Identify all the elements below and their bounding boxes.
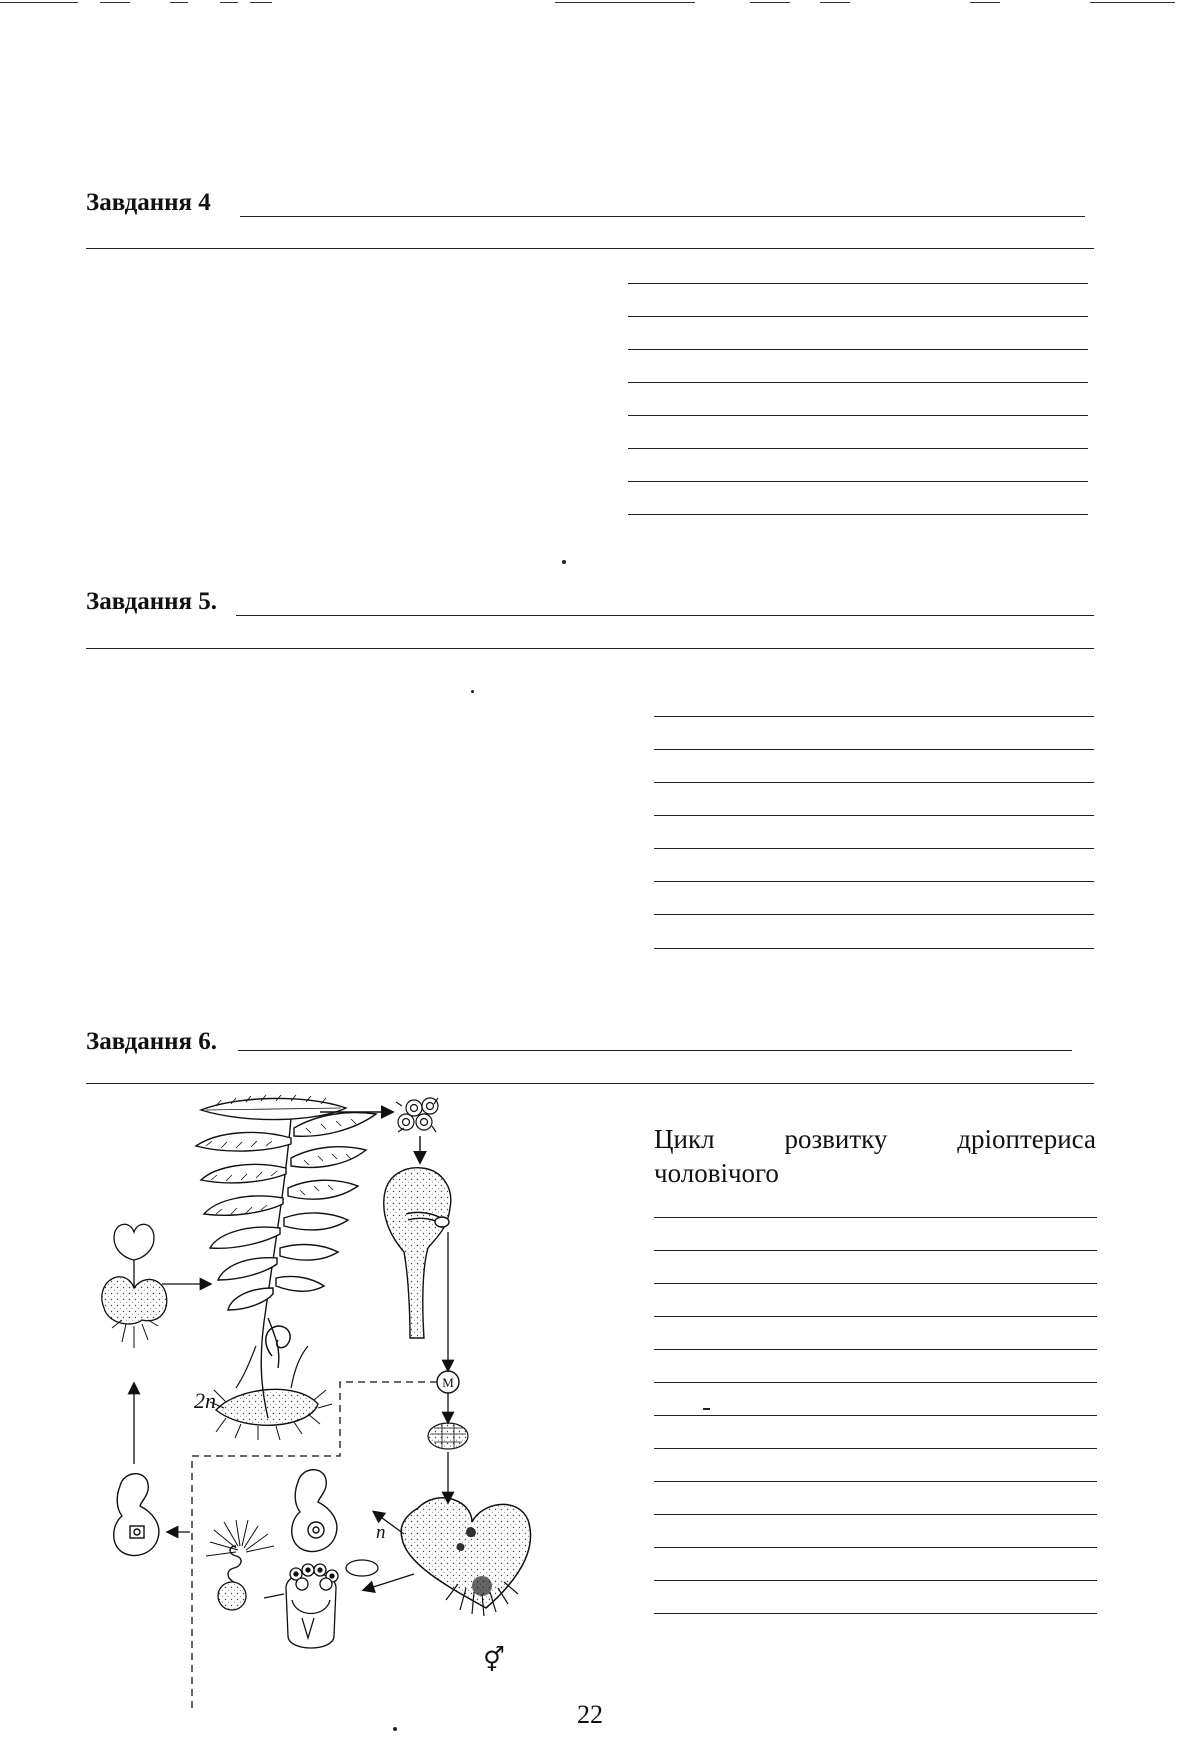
task-5-answer-line[interactable] <box>236 615 1094 616</box>
task-4-answer-line[interactable] <box>240 216 1085 217</box>
sporophyte-frond <box>196 1095 376 1440</box>
answer-line[interactable] <box>628 316 1088 317</box>
haploid-label: n <box>376 1522 386 1543</box>
caption-line-2: чоловічого <box>654 1158 779 1188</box>
answer-line[interactable] <box>654 1514 1097 1515</box>
answer-line[interactable] <box>654 716 1094 717</box>
answer-line[interactable] <box>654 1415 1097 1416</box>
answer-line[interactable] <box>654 1613 1097 1614</box>
answer-line[interactable] <box>654 1547 1097 1548</box>
archegonium <box>292 1470 337 1552</box>
answer-line[interactable] <box>654 1382 1097 1383</box>
answer-line[interactable] <box>654 881 1094 882</box>
stray-mark <box>393 1727 397 1731</box>
answer-line[interactable] <box>628 382 1088 383</box>
answer-line[interactable] <box>628 448 1088 449</box>
spore <box>428 1423 468 1449</box>
answer-line[interactable] <box>654 782 1094 783</box>
meiosis-marker <box>437 1371 459 1393</box>
answer-line[interactable] <box>628 514 1088 515</box>
answer-line[interactable] <box>654 1580 1097 1581</box>
stray-dash <box>703 1408 710 1410</box>
answer-line[interactable] <box>654 848 1094 849</box>
sori-cluster <box>396 1098 438 1132</box>
stray-mark <box>471 690 474 693</box>
page-number: 22 <box>577 1700 603 1729</box>
diploid-label: 2n <box>194 1388 216 1413</box>
task-6-answer-line[interactable] <box>86 1083 1094 1084</box>
answer-line[interactable] <box>654 948 1094 949</box>
gametophyte-sex-symbol: ⚥ <box>483 1648 505 1674</box>
answer-line[interactable] <box>654 1250 1097 1251</box>
stray-mark <box>562 560 566 564</box>
task-4-answer-line[interactable] <box>86 248 1094 249</box>
answer-line[interactable] <box>628 283 1088 284</box>
answer-line[interactable] <box>628 415 1088 416</box>
caption-word: Цикл <box>654 1124 715 1154</box>
antheridium <box>286 1560 378 1648</box>
answer-line[interactable] <box>654 1349 1097 1350</box>
task-5-heading: Завдання 5. <box>86 588 218 615</box>
answer-line[interactable] <box>654 1283 1097 1284</box>
answer-line[interactable] <box>654 1316 1097 1317</box>
answer-line[interactable] <box>654 1481 1097 1482</box>
answer-line[interactable] <box>654 1448 1097 1449</box>
caption-word: розвитку <box>784 1124 888 1154</box>
prothallus <box>401 1498 530 1616</box>
answer-line[interactable] <box>628 481 1088 482</box>
answer-line[interactable] <box>654 914 1094 915</box>
answer-line[interactable] <box>654 1217 1097 1218</box>
figure-caption <box>654 1122 1096 1190</box>
answer-line[interactable] <box>628 349 1088 350</box>
answer-line[interactable] <box>654 815 1094 816</box>
zygote <box>114 1474 159 1556</box>
sporangium <box>384 1168 451 1338</box>
task-4-heading: Завдання 4 <box>86 189 211 216</box>
spermatozoid <box>206 1520 274 1610</box>
caption-word: дріоптериса <box>957 1124 1096 1154</box>
task-6-heading: Завдання 6. <box>86 1028 218 1055</box>
fern-life-cycle-diagram <box>86 1088 606 1710</box>
meiosis-label: М <box>442 1375 454 1390</box>
task-6-answer-line[interactable] <box>238 1050 1072 1051</box>
answer-line[interactable] <box>654 749 1094 750</box>
task-5-answer-line[interactable] <box>86 648 1094 649</box>
young-sporophyte <box>102 1224 167 1348</box>
